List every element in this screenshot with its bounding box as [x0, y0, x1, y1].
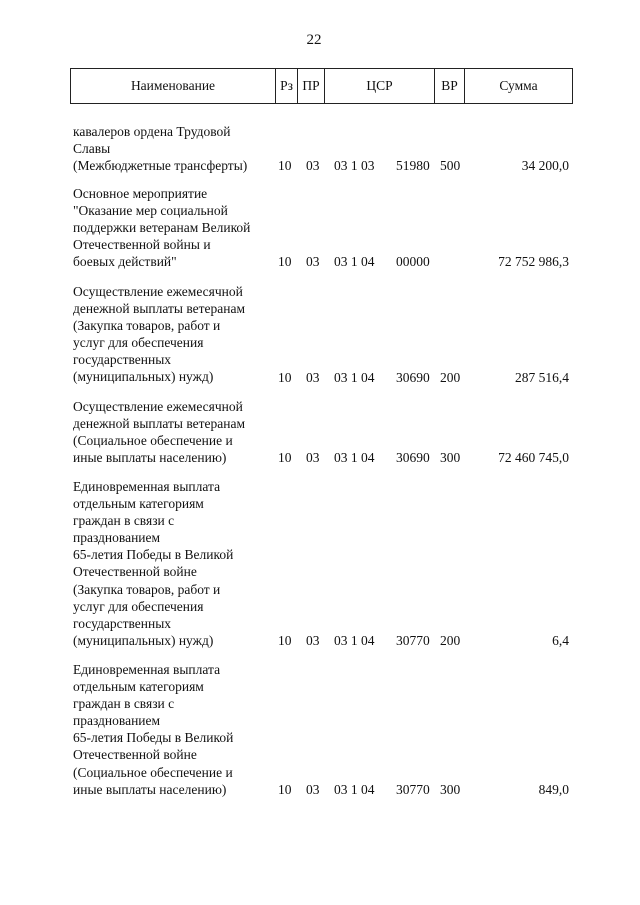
table-row	[0, 661, 640, 798]
row-sum: 72 460 745,0	[498, 450, 569, 466]
row-csr: 03 1 04	[334, 781, 375, 797]
row-pr: 03	[306, 632, 320, 648]
row-vr: 200	[440, 632, 461, 648]
row-sum: 72 752 986,3	[498, 254, 569, 270]
row-sum: 6,4	[552, 632, 569, 648]
row-name: Единовременная выплата отдельным категориям граждан в связи с празднованием 65-летия Победы в Великой Отечественной войне (Закупка товаров, работ и услуг для обеспечения государственных (муниципальных) нужд)	[73, 479, 234, 648]
row-rz: 10	[278, 632, 292, 648]
table-row	[0, 185, 640, 271]
row-csr: 03 1 04	[334, 450, 375, 466]
row-code: 30770	[396, 632, 430, 648]
row-vr: 500	[440, 158, 461, 174]
row-sum: 34 200,0	[521, 158, 569, 174]
row-code: 30770	[396, 781, 430, 797]
table-row	[0, 283, 640, 386]
row-name: Единовременная выплата отдельным категориям граждан в связи с празднованием 65-летия Победы в Великой Отечественной войне (Социальное обеспечение и иные выплаты населению)	[73, 662, 234, 797]
header-sum: Сумма	[499, 78, 538, 93]
row-pr: 03	[306, 781, 320, 797]
row-rz: 10	[278, 254, 292, 270]
row-code: 00000	[396, 254, 430, 270]
row-csr: 03 1 03	[334, 158, 375, 174]
row-csr: 03 1 04	[334, 254, 375, 270]
row-csr: 03 1 04	[334, 369, 375, 385]
row-name: кавалеров ордена Трудовой Славы (Межбюджетные трансферты)	[73, 124, 248, 174]
row-vr: 200	[440, 369, 461, 385]
row-pr: 03	[306, 450, 320, 466]
row-code: 51980	[396, 158, 430, 174]
row-rz: 10	[278, 781, 292, 797]
row-code: 30690	[396, 369, 430, 385]
row-csr: 03 1 04	[334, 632, 375, 648]
table-row	[0, 398, 640, 467]
row-name: Основное мероприятие "Оказание мер социальной поддержки ветеранам Великой Отечественной войны и боевых действий"	[73, 186, 251, 270]
row-name: Осуществление ежемесячной денежной выплаты ветеранам (Закупка товаров, работ и услуг для обеспечения государственных (муниципальных) нужд)	[73, 284, 246, 385]
row-pr: 03	[306, 254, 320, 270]
row-pr: 03	[306, 158, 320, 174]
table-row	[0, 123, 640, 175]
row-rz: 10	[278, 369, 292, 385]
header-csr: ЦСР	[325, 69, 435, 103]
row-vr: 300	[440, 781, 461, 797]
header-rz: Рз	[276, 69, 298, 103]
row-name: Осуществление ежемесячной денежной выплаты ветеранам (Социальное обеспечение и иные выплаты населению)	[73, 399, 246, 466]
row-rz: 10	[278, 450, 292, 466]
page-number: 22	[306, 32, 322, 48]
row-sum: 849,0	[538, 781, 569, 797]
header-pr: ПР	[298, 69, 325, 103]
row-rz: 10	[278, 158, 292, 174]
row-code: 30690	[396, 450, 430, 466]
row-pr: 03	[306, 369, 320, 385]
table-header	[70, 68, 573, 104]
header-name: Наименование	[71, 69, 276, 103]
row-sum: 287 516,4	[515, 369, 569, 385]
row-vr: 300	[440, 450, 461, 466]
table-row	[0, 478, 640, 649]
header-vr: ВР	[435, 69, 465, 103]
